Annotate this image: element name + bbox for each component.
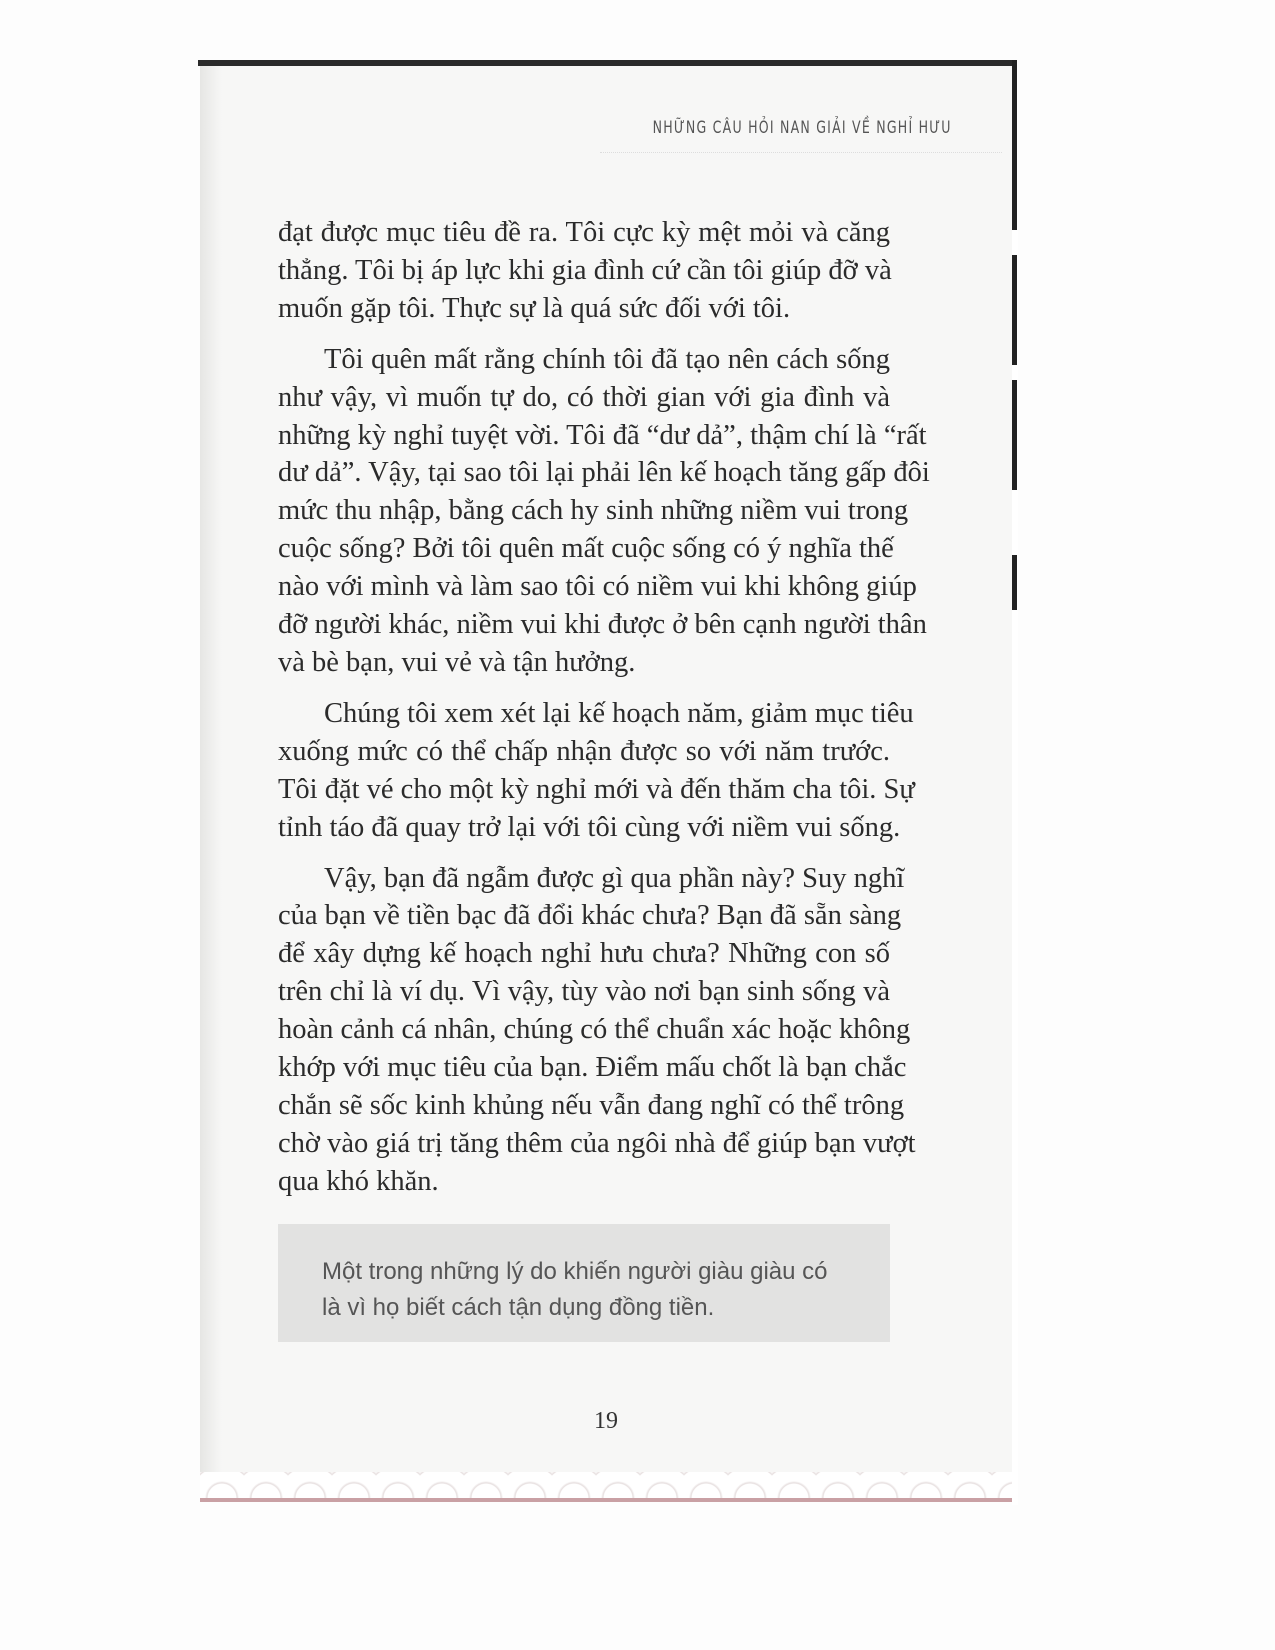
text-line: qua khó khăn. xyxy=(278,1165,439,1197)
callout-box xyxy=(278,1224,890,1342)
page-number: 19 xyxy=(594,1408,618,1434)
text-line: xuống mức có thể chấp nhận được so với năm trước. xyxy=(278,735,890,767)
text-line: và bè bạn, vui vẻ và tận hưởng. xyxy=(278,646,636,678)
text-line: mức thu nhập, bằng cách hy sinh những niềm vui trong xyxy=(278,495,909,527)
text-line: đỡ người khác, niềm vui khi được ở bên cạnh người thân xyxy=(278,609,927,641)
text-line: chắn sẽ sốc kinh khủng nếu vẫn đang nghĩ có thể trông xyxy=(278,1089,905,1121)
callout-line: Một trong những lý do khiến người giàu giàu có xyxy=(322,1258,828,1285)
text-line: Tôi đặt vé cho một kỳ nghỉ mới và đến thăm cha tôi. Sự xyxy=(278,773,915,805)
text-line: Chúng tôi xem xét lại kế hoạch năm, giảm mục tiêu xyxy=(324,697,914,729)
text-line: nào với mình và làm sao tôi có niềm vui khi không giúp xyxy=(278,571,917,603)
text-line: hoàn cảnh cá nhân, chúng có thể chuẩn xác hoặc không xyxy=(278,1014,911,1046)
callout-line: là vì họ biết cách tận dụng đồng tiền. xyxy=(322,1294,715,1321)
text-line: để xây dựng kế hoạch nghỉ hưu chưa? Những con số xyxy=(278,938,890,970)
book-edge-right xyxy=(1012,60,1018,1505)
text-line: của bạn về tiền bạc đã đổi khác chưa? Bạn đã sẵn sàng xyxy=(278,900,902,932)
text-line: đạt được mục tiêu đề ra. Tôi cực kỳ mệt mỏi và căng xyxy=(278,217,890,248)
text-line: dư dả”. Vậy, tại sao tôi lại phải lên kế hoạch tăng gấp đôi xyxy=(278,457,930,489)
text-line: trên chỉ là ví dụ. Vì vậy, tùy vào nơi bạn sinh sống và xyxy=(278,976,890,1008)
paragraph xyxy=(278,214,890,328)
text-line: chờ vào giá trị tăng thêm của ngôi nhà để giúp bạn vượt xyxy=(278,1127,916,1159)
text-line: Vậy, bạn đã ngẫm được gì qua phần này? Suy nghĩ xyxy=(324,862,905,894)
paragraph xyxy=(278,695,915,847)
text-line: tỉnh táo đã quay trở lại với tôi cùng với niềm vui sống. xyxy=(278,811,901,843)
text-line: muốn gặp tôi. Thực sự là quá sức đối với tôi. xyxy=(278,292,791,324)
page-gutter-shadow xyxy=(200,66,222,1502)
body-text xyxy=(278,214,930,1214)
header-rule xyxy=(600,152,1002,153)
text-line: khớp với mục tiêu của bạn. Điểm mấu chốt là bạn chắc xyxy=(278,1052,907,1084)
callout-text xyxy=(322,1254,828,1326)
decorative-footer-band xyxy=(200,1472,1012,1502)
paragraph xyxy=(278,341,930,682)
text-line: những kỳ nghỉ tuyệt vời. Tôi đã “dư dả”, thậm chí là “rất xyxy=(278,419,927,451)
paragraph xyxy=(278,860,916,1201)
text-line: Tôi quên mất rằng chính tôi đã tạo nên cách sống xyxy=(324,343,890,375)
text-line: cuộc sống? Bởi tôi quên mất cuộc sống có ý nghĩa thế xyxy=(278,533,894,565)
book-page xyxy=(200,66,1012,1502)
text-line: thẳng. Tôi bị áp lực khi gia đình cứ cần tôi giúp đỡ và xyxy=(278,254,892,286)
running-header: NHỮNG CÂU HỎI NAN GIẢI VỀ NGHỈ HƯU xyxy=(652,118,952,138)
text-line: như vậy, vì muốn tự do, có thời gian với gia đình và xyxy=(278,381,890,413)
